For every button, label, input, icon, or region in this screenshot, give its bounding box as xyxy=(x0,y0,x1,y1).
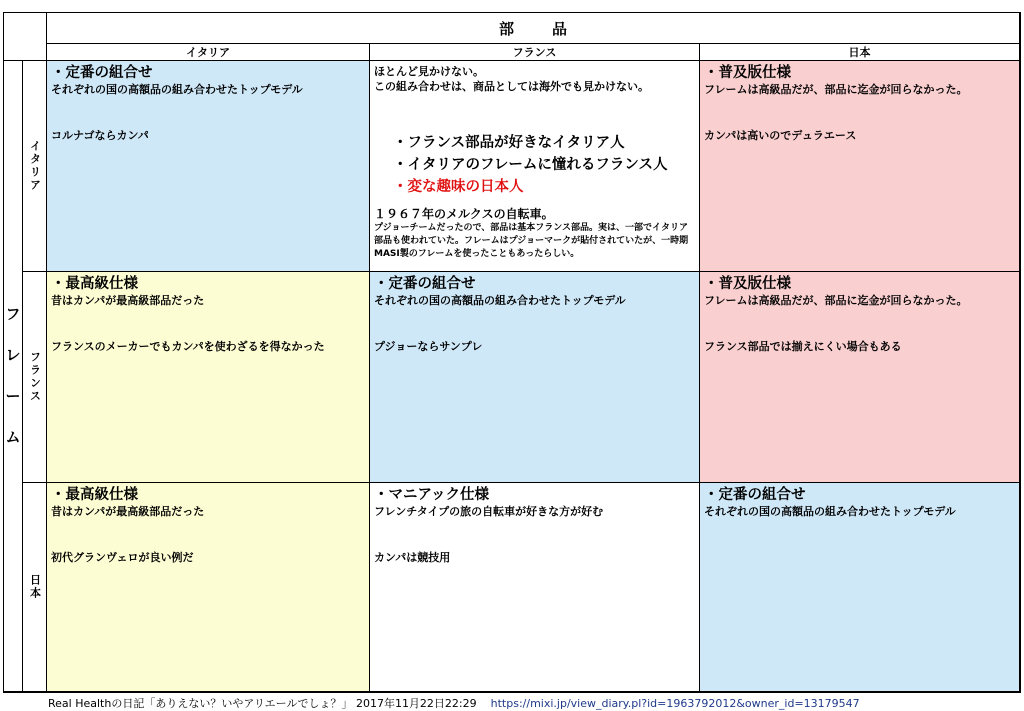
cell-subtitle: フレンチタイプの旅の自転車が好きな方が好む xyxy=(374,505,604,518)
cell-note: フランス部品では揃えにくい場合もある xyxy=(704,340,902,353)
cell-subtitle: それぞれの国の高額品の組み合わせたトップモデル xyxy=(374,294,626,307)
cell-line: この組み合わせは、商品としては海外でも見かけない。 xyxy=(374,80,649,93)
cell-japan-italy xyxy=(47,483,370,692)
cell-italy-france xyxy=(370,61,700,272)
cell-note: フランスのメーカーでもカンパを使わざるを得なかった xyxy=(51,340,325,353)
cell-note: カンパは高いのでデュラエース xyxy=(704,129,857,142)
frame-char: ー xyxy=(5,387,21,405)
cell-subtitle: フレームは高級品だが、部品に迄金が回らなかった。 xyxy=(704,83,968,96)
cell-subtitle: 昔はカンパが最高級部品だった xyxy=(51,505,205,518)
row-label-japan: 日本 xyxy=(28,574,42,600)
cell-italy-japan xyxy=(700,61,1020,272)
wish-item-highlight: ・変な趣味の日本人 xyxy=(393,179,524,195)
wish-list xyxy=(374,132,695,198)
comparison-table xyxy=(3,12,1021,693)
cell-japan-japan xyxy=(700,483,1020,692)
cell-note: カンパは競技用 xyxy=(374,551,451,564)
cell-subtitle: それぞれの国の高額品の組み合わせたトップモデル xyxy=(704,505,956,518)
merckx-detail: プジョーチームだったので、部品は基本フランス部品。実は、一部でイタリア部品も使われていた。フレームはプジョーマークが貼付されていたが、一時期MASI製のフレームを使ったこともあったらしい。 xyxy=(374,223,689,259)
cell-subtitle: それぞれの国の高額品の組み合わせたトップモデル xyxy=(51,83,303,96)
frame-char: フ xyxy=(5,305,21,323)
parts-header: 部品 xyxy=(47,13,1020,44)
cell-title: ・最高級仕様 xyxy=(51,487,138,503)
wish-item: ・フランス部品が好きなイタリア人 xyxy=(393,135,625,151)
row-header-italy xyxy=(23,61,47,272)
cell-title: ・定番の組合せ xyxy=(374,276,476,292)
cell-subtitle: フレームは高級品だが、部品に迄金が回らなかった。 xyxy=(704,294,968,307)
cell-japan-france xyxy=(370,483,700,692)
footer-url-link[interactable]: https://mixi.jp/view_diary.pl?id=1963792012&owner_id=13179547 xyxy=(490,697,860,710)
cell-italy-italy xyxy=(47,61,370,272)
merckx-note xyxy=(374,206,695,261)
cell-note: プジョーならサンプレ xyxy=(374,340,483,353)
table-corner xyxy=(4,13,47,61)
cell-france-japan xyxy=(700,272,1020,483)
cell-title: ・普及版仕様 xyxy=(704,65,791,81)
wish-item: ・イタリアのフレームに憧れるフランス人 xyxy=(393,157,668,173)
row-header-japan xyxy=(23,483,47,692)
cell-title: ・定番の組合せ xyxy=(704,487,806,503)
footer-source: Real Healthの日記「ありえない？いやアリエールでしょ？」 2017年11月22日22:29 xyxy=(48,697,477,710)
cell-subtitle: 昔はカンパが最高級部品だった xyxy=(51,294,205,307)
frame-label xyxy=(4,61,23,692)
cell-title: ・マニアック仕様 xyxy=(374,487,489,503)
column-header-italy: イタリア xyxy=(47,44,370,61)
cell-line: ほとんど見かけない。 xyxy=(374,65,484,78)
cell-note: 初代グランヴェロが良い例だ xyxy=(51,551,194,564)
cell-title: ・定番の組合せ xyxy=(51,65,153,81)
cell-title: ・最高級仕様 xyxy=(51,276,138,292)
row-header-france xyxy=(23,272,47,483)
cell-france-france xyxy=(370,272,700,483)
cell-title: ・普及版仕様 xyxy=(704,276,791,292)
row-label-italy: イタリア xyxy=(28,140,42,192)
cell-france-italy xyxy=(47,272,370,483)
column-header-japan: 日本 xyxy=(700,44,1020,61)
cell-note: コルナゴならカンパ xyxy=(51,129,149,142)
row-label-france: フランス xyxy=(28,351,42,403)
frame-char: レ xyxy=(5,346,21,364)
column-header-france: フランス xyxy=(370,44,700,61)
frame-char: ム xyxy=(5,428,21,446)
merckx-title: １９６７年のメルクスの自転車。 xyxy=(374,207,554,221)
